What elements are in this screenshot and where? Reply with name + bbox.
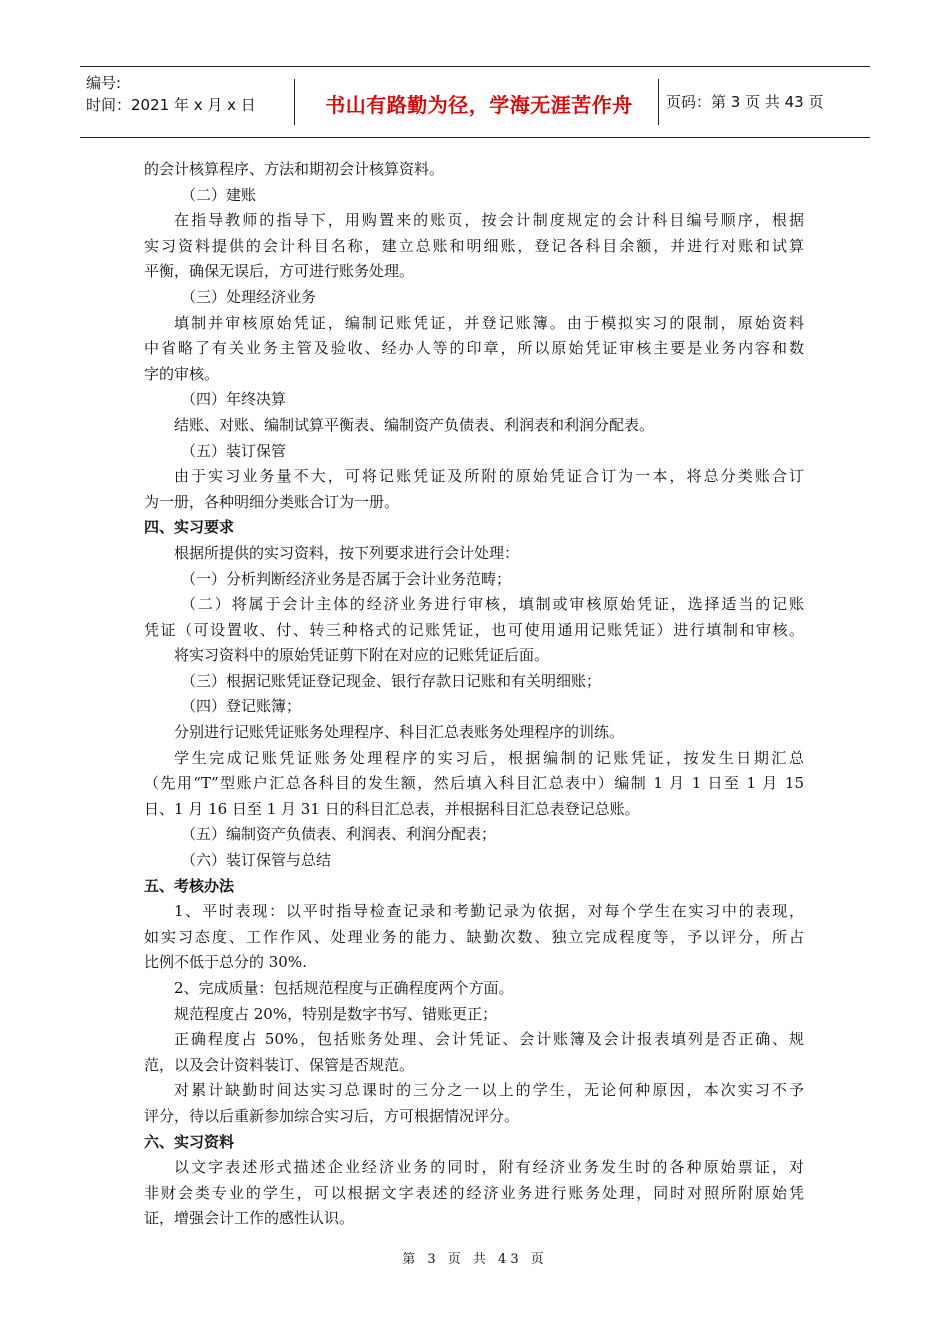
text-line: 1、平时表现：以平时指导检查记录和考勤记录为依据，对每个学生在实习中的表现， bbox=[174, 902, 804, 921]
text-line: 在指导教师的指导下，用购置来的账页，按会计制度规定的会计科目编号顺序，根据 bbox=[174, 211, 804, 230]
document-time-label: 时间：2021 年 x 月 x 日 bbox=[86, 96, 256, 114]
text-line: 为一册，各种明细分类账合订为一册。 bbox=[144, 492, 400, 511]
text-line: 评分，待以后重新参加综合实习后，方可根据情况评分。 bbox=[144, 1106, 520, 1125]
subsection-heading: （二）建账 bbox=[181, 185, 257, 204]
text-line: 根据所提供的实习资料，按下列要求进行会计处理： bbox=[174, 543, 520, 562]
text-line: 中省略了有关业务主管及验收、经办人等的印章，所以原始凭证审核主要是业务内容和数 bbox=[144, 339, 804, 358]
text-line: 比例不低于总分的 30%. bbox=[144, 953, 307, 972]
text-line: 凭证（可设置收、付、转三种格式的记账凭证，也可使用通用记账凭证）进行填制和审核。 bbox=[144, 620, 804, 639]
text-line: （六）装订保管与总结 bbox=[181, 851, 332, 870]
text-line: （三）根据记账凭证登记现金、银行存款日记账和有关明细账； bbox=[181, 671, 602, 690]
text-line: 结账、对账、编制试算平衡表、编制资产负债表、利润表和利润分配表。 bbox=[174, 415, 655, 434]
text-line: 实习资料提供的会计科目名称，建立总账和明细账，登记各科目余额，并进行对账和试算 bbox=[144, 236, 804, 255]
document-body bbox=[144, 157, 804, 1232]
subsection-heading: （五）装订保管 bbox=[181, 441, 287, 460]
text-line: 日、1 月 16 日至 1 月 31 日的科目汇总表，并根据科目汇总表登记总账。 bbox=[144, 799, 640, 818]
text-line: 由于实习业务量不大，可将记账凭证及所附的原始凭证合订为一本，将总分类账合订 bbox=[174, 467, 804, 486]
text-line: 对累计缺勤时间达实习总课时的三分之一以上的学生，无论何种原因，本次实习不予 bbox=[174, 1081, 804, 1100]
header-divider bbox=[658, 79, 659, 125]
text-line: 分别进行记账凭证账务处理程序、科目汇总表账务处理程序的训练。 bbox=[174, 723, 625, 742]
text-line: 范，以及会计资料装订、保管是否规范。 bbox=[144, 1055, 415, 1074]
text-line: 如实习态度、工作作风、处理业务的能力、缺勤次数、独立完成程度等，予以评分，所占 bbox=[144, 927, 804, 946]
text-line: （四）登记账簿； bbox=[181, 697, 302, 716]
text-line: 学生完成记账凭证账务处理程序的实习后，根据编制的记账凭证，按发生日期汇总 bbox=[174, 748, 804, 767]
subsection-heading: （三）处理经济业务 bbox=[181, 287, 317, 306]
text-line: （二）将属于会计主体的经济业务进行审核，填制或审核原始凭证，选择适当的记账 bbox=[181, 595, 804, 614]
header-page-info: 页码：第 3 页 共 43 页 bbox=[666, 93, 824, 111]
header-left bbox=[86, 72, 256, 116]
text-line: （先用“T”型账户汇总各科目的发生额，然后填入科目汇总表中）编制 1 月 1 日至 1 月 15 bbox=[144, 774, 804, 793]
text-line: 以文字表述形式描述企业经济业务的同时，附有经济业务发生时的各种原始票证，对 bbox=[174, 1158, 804, 1177]
subsection-heading: （四）年终决算 bbox=[181, 390, 287, 409]
text-line: 非财会类专业的学生，可以根据文字表述的经济业务进行账务处理，同时对照所附原始凭 bbox=[144, 1183, 804, 1202]
text-line: 字的审核。 bbox=[144, 364, 220, 383]
section-heading: 六、实习资料 bbox=[144, 1132, 235, 1151]
text-line: （五）编制资产负债表、利润表、利润分配表； bbox=[181, 825, 497, 844]
text-line: 2、完成质量：包括规范程度与正确程度两个方面。 bbox=[174, 979, 514, 997]
section-heading: 四、实习要求 bbox=[144, 518, 235, 537]
text-line: 正确程度占 50%，包括账务处理、会计凭证、会计账簿及会计报表填列是否正确、规 bbox=[174, 1030, 804, 1049]
text-line: 的会计核算程序、方法和期初会计核算资料。 bbox=[144, 160, 445, 178]
page-header bbox=[80, 66, 870, 138]
text-line: （一）分析判断经济业务是否属于会计业务范畴； bbox=[181, 569, 512, 588]
page-footer: 第 3 页 共 43 页 bbox=[402, 1252, 548, 1267]
header-divider bbox=[294, 79, 295, 125]
text-line: 填制并审核原始凭证，编制记账凭证，并登记账簿。由于模拟实习的限制，原始资料 bbox=[174, 313, 804, 332]
text-line: 规范程度占 20%，特别是数字书写、错账更正； bbox=[174, 1004, 498, 1023]
document-number-label: 编号: bbox=[86, 74, 122, 92]
text-line: 平衡，确保无误后，方可进行账务处理。 bbox=[144, 262, 415, 281]
text-line: 证，增强会计工作的感性认识。 bbox=[144, 1209, 355, 1228]
section-heading: 五、考核办法 bbox=[144, 876, 235, 895]
text-line: 将实习资料中的原始凭证剪下附在对应的记账凭证后面。 bbox=[174, 646, 550, 665]
header-motto: 书山有路勤为径，学海无涯苦作舟 bbox=[325, 93, 633, 117]
